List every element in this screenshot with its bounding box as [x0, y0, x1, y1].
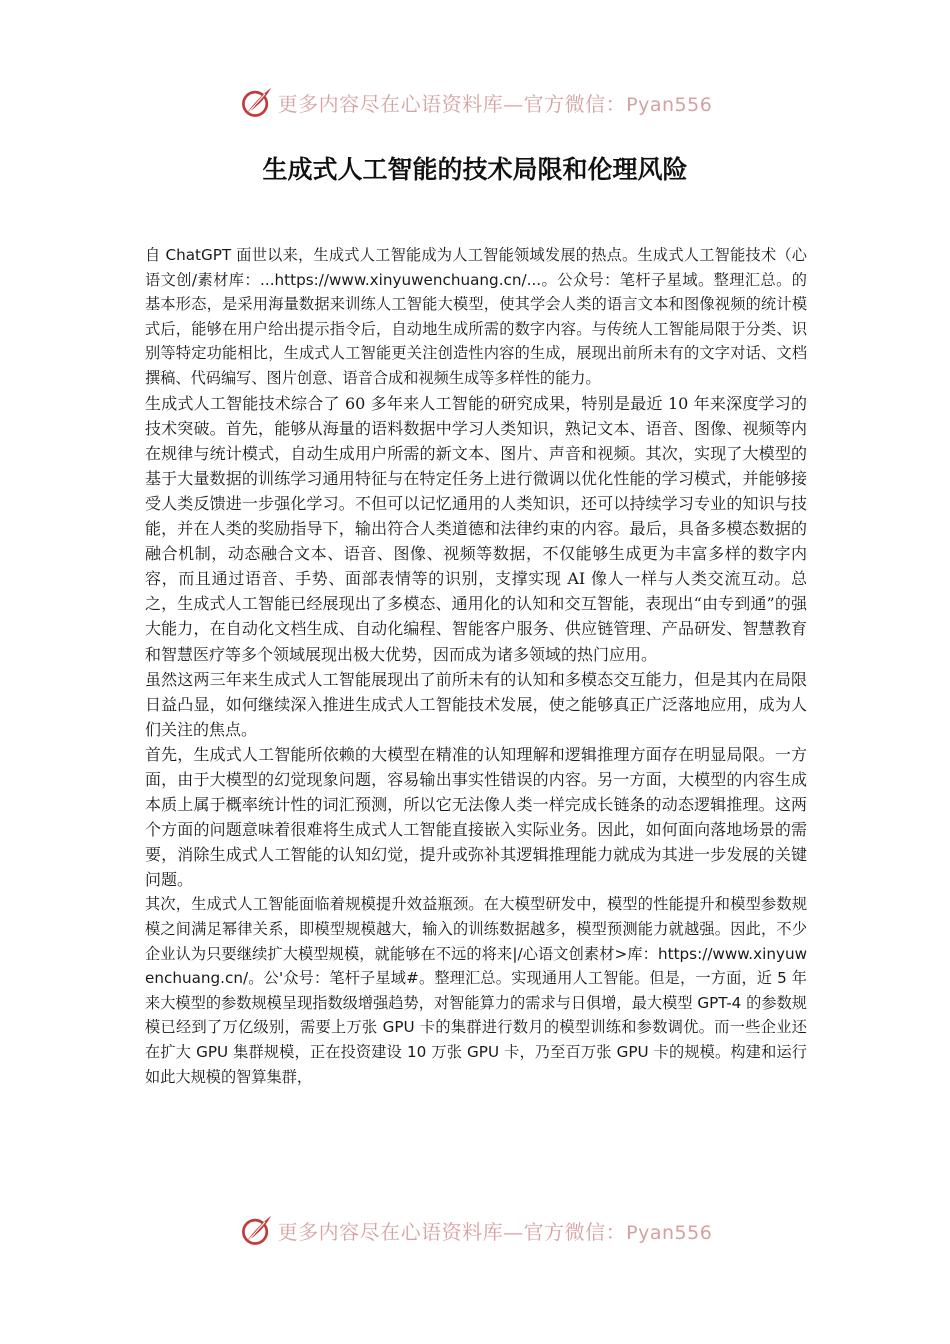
- document-title: 生成式人工智能的技术局限和伦理风险: [262, 155, 688, 184]
- wechat-handle: Pyan556: [626, 1221, 713, 1244]
- wechat-handle: Pyan556: [626, 93, 713, 116]
- feather-quill-icon: [238, 1212, 274, 1248]
- paragraph-scaling-bottleneck: 其次，生成式人工智能面临着规模提升效益瓶颈。在大模型研发中，模型的性能提升和模型参数规模之间满足幂律关系，即模型规模越大，输入的训练数据越多，模型预测能力就越强。因此，不少企业认为只要继续扩大模型规模，就能够在不远的将来|/心语文创素材>库：https://www.xinyuwenchuang.cn/。公'众号：笔杆子星域#。整理汇总。实现通用人工智能。但是，一方面，近 5 年来大模型的参数规模呈现指数级增强趋势，对智能算力的需求与日俱增，最大模型 GPT-4 的参数规模已经到了万亿级别，需要上万张 GPU 卡的集群进行数月的模型训练和参数调优。而一些企业还在扩大 GPU 集群规模，正在投资建设 10 万张 GPU 卡，乃至百万张 GPU 卡的规模。构建和运行如此大规模的智算集群，: [145, 895, 807, 1086]
- header-banner: [0, 82, 950, 122]
- document-body: [145, 243, 807, 1089]
- banner-caption: 更多内容尽在心语资料库—官方微信：: [277, 1219, 627, 1244]
- footer-banner: [0, 1210, 950, 1250]
- paragraph-limitations-overview: 虽然这两三年来生成式人工智能展现出了前所未有的认知和多模态交互能力，但是其内在局限日益凸显，如何继续深入推进生成式人工智能技术发展，使之能够真正广泛落地应用，成为人们关注的焦点。: [145, 669, 807, 739]
- feather-quill-icon: [238, 84, 274, 120]
- banner-caption: 更多内容尽在心语资料库—官方微信：: [277, 91, 627, 116]
- banner-text: [278, 1216, 713, 1245]
- paragraph-intro: 自 ChatGPT 面世以来，生成式人工智能成为人工智能领域发展的热点。生成式人工智能技术（心语文创/素材库：...https://www.xinyuwenchuang.cn/...。公众号：笔杆子星域。整理汇总。的基本形态，是采用海量数据来训练人工智能大模型，使其学会人类的语言文本和图像视频的统计模式后，能够在用户给出提示指令后，自动地生成所需的数字内容。与传统人工智能局限于分类、识别等特定功能相比，生成式人工智能更关注创造性内容的生成，展现出前所未有的文字对话、文档撰稿、代码编写、图片创意、语音合成和视频生成等多样性的能力。: [145, 246, 807, 387]
- paragraph-reasoning-limits: 首先，生成式人工智能所依赖的大模型在精准的认知理解和逻辑推理方面存在明显局限。一方面，由于大模型的幻觉现象问题，容易输出事实性错误的内容。另一方面，大模型的内容生成本质上属于概率统计性的词汇预测，所以它无法像人类一样完成长链条的动态逻辑推理。这两个方面的问题意味着很难将生成式人工智能直接嵌入实际业务。因此，如何面向落地场景的需要，消除生成式人工智能的认知幻觉，提升或弥补其逻辑推理能力就成为其进一步发展的关键问题。: [145, 744, 807, 890]
- banner-text: [278, 88, 713, 117]
- paragraph-capabilities: 生成式人工智能技术综合了 60 多年来人工智能的研究成果，特别是最近 10 年来深度学习的技术突破。首先，能够从海量的语料数据中学习人类知识，熟记文本、语音、图像、视频等内在规律与统计模式，自动生成用户所需的新文本、图片、声音和视频。其次，实现了大模型的基于大量数据的训练学习通用特征与在特定任务上进行微调以优化性能的学习模式，并能够接受人类反馈进一步强化学习。不但可以记忆通用的人类知识，还可以持续学习专业的知识与技能，并在人类的奖励指导下，输出符合人类道德和法律约束的内容。最后，具备多模态数据的融合机制，动态融合文本、语音、图像、视频等数据，不仅能够生成更为丰富多样的数字内容，而且通过语音、手势、面部表情等的识别，支撑实现 AI 像人一样与人类交流互动。总之，生成式人工智能已经展现出了多模态、通用化的认知和交互智能，表现出“由专到通”的强大能力，在自动化文档生成、自动化编程、智能客户服务、供应链管理、产品研发、智慧教育和智慧医疗等多个领域展现出极大优势，因而成为诸多领域的热门应用。: [145, 393, 807, 664]
